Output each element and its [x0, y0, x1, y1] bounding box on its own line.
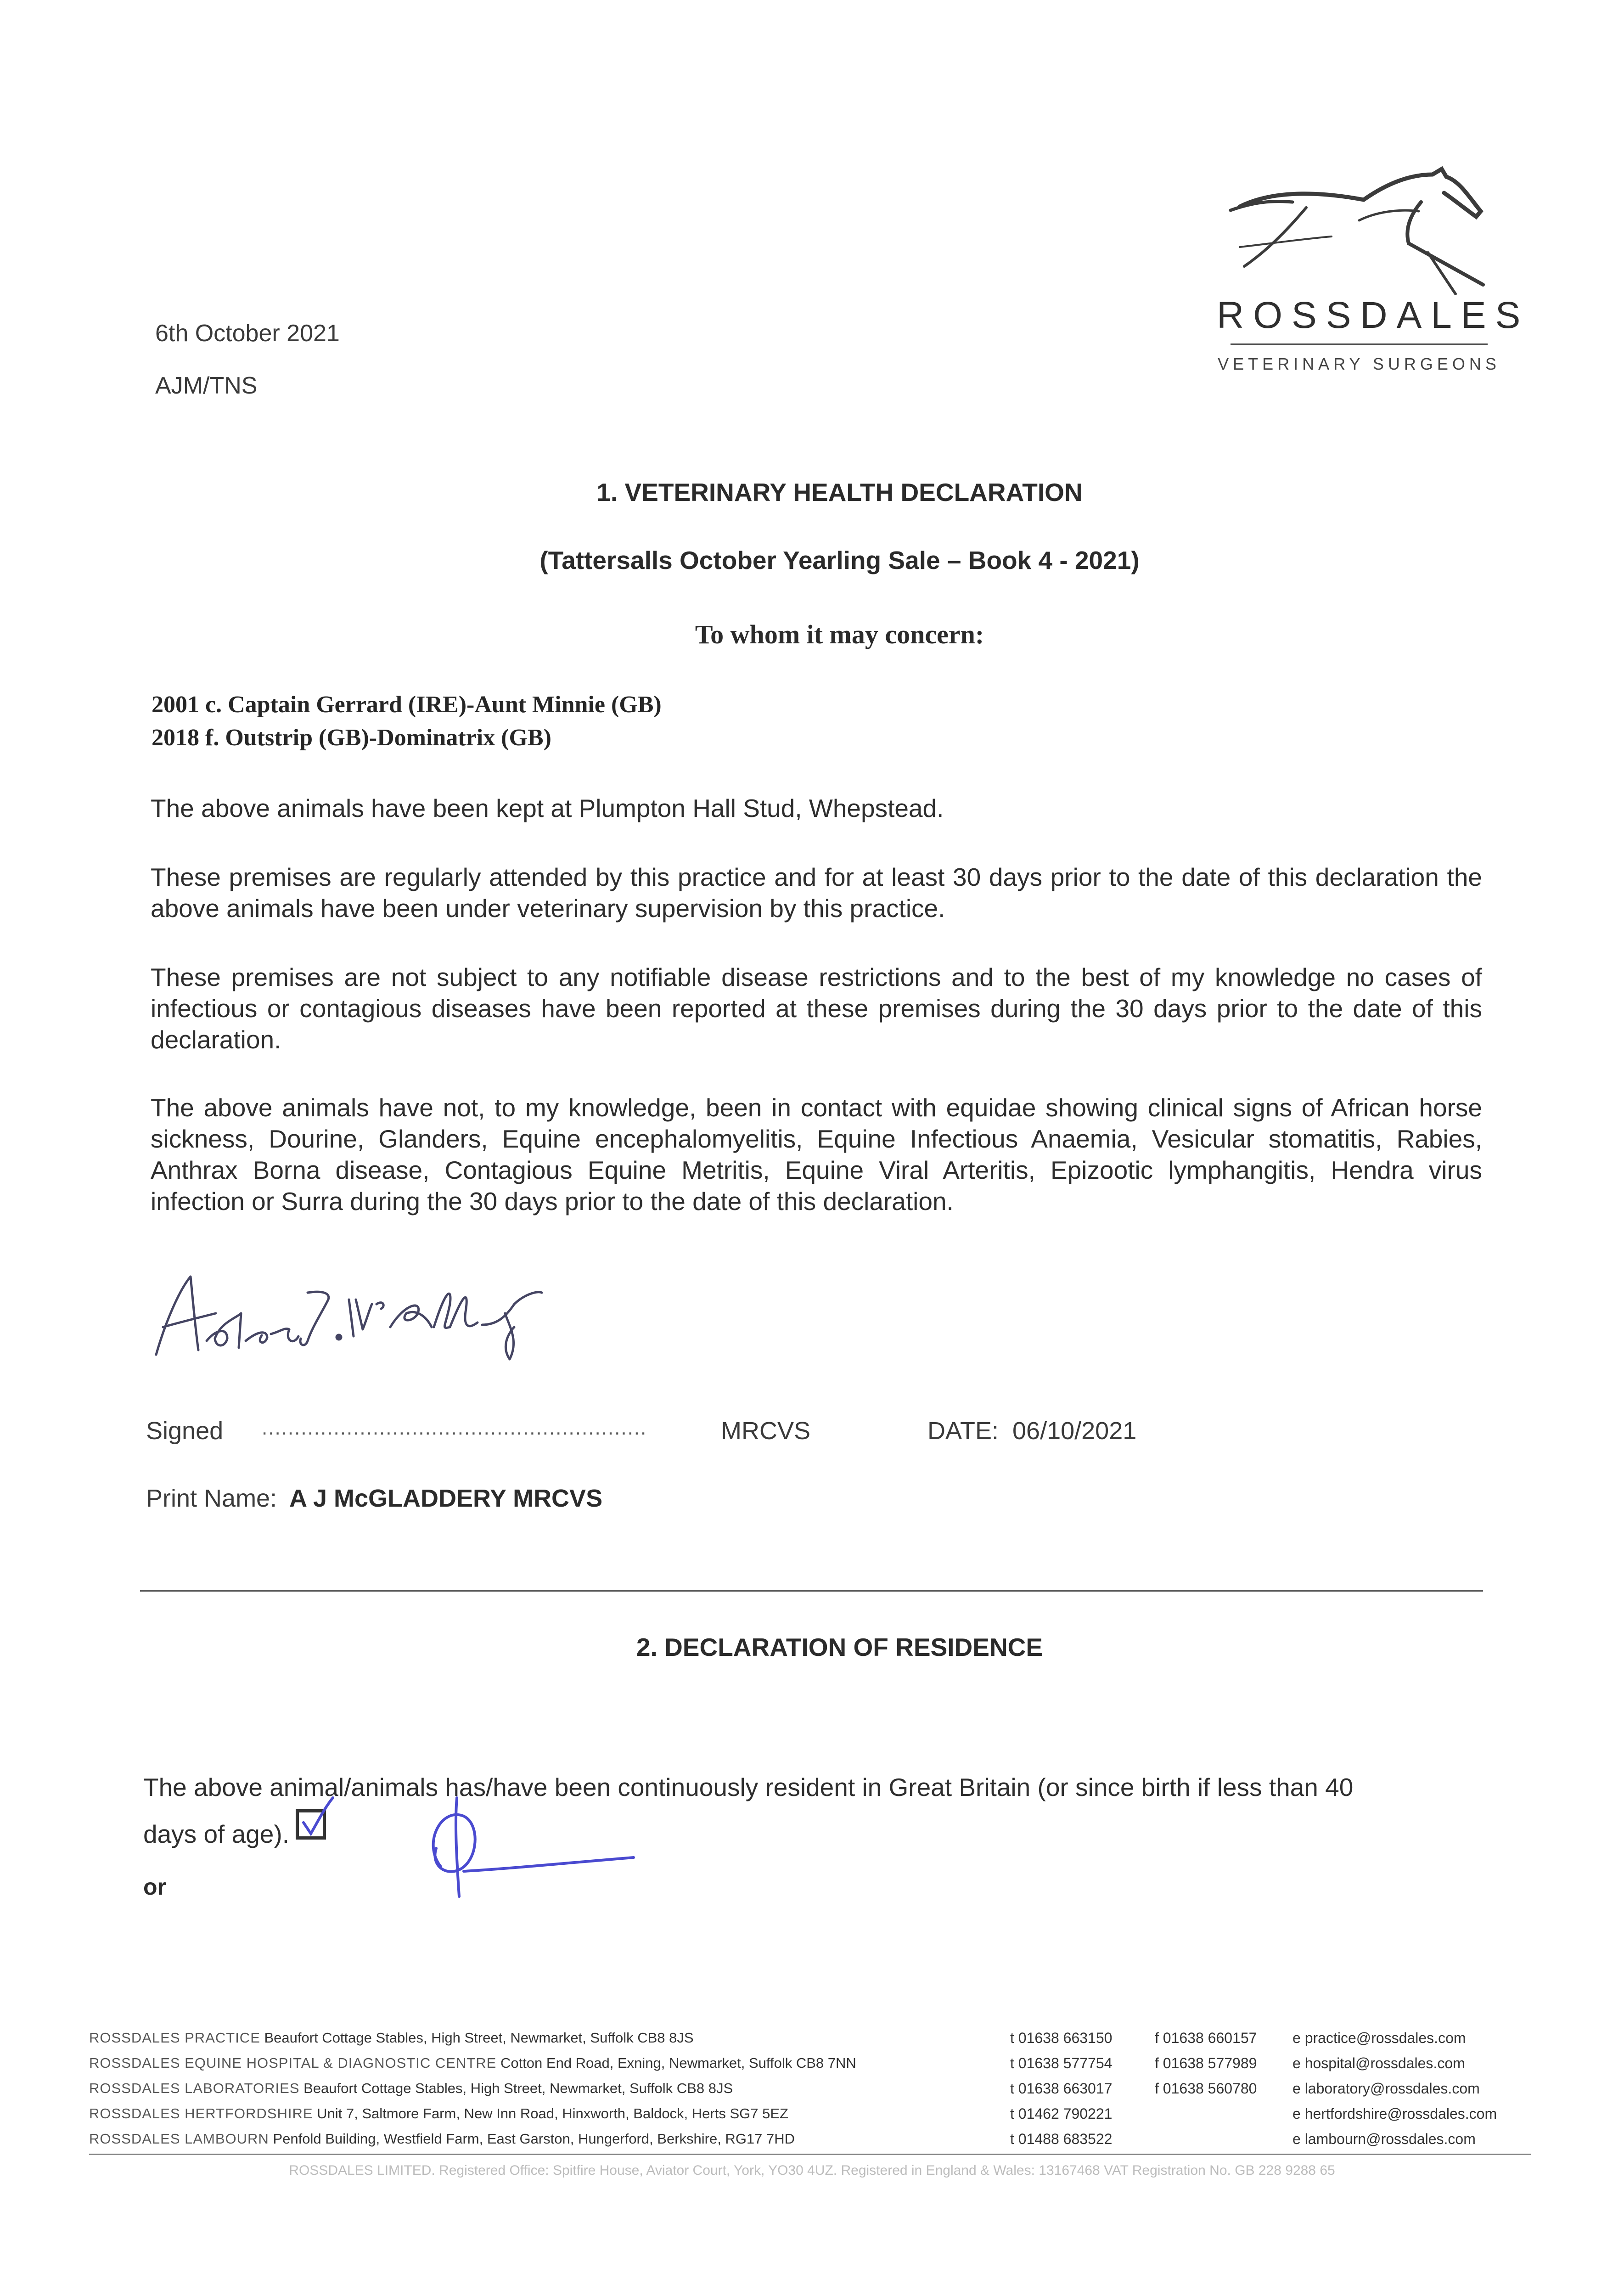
signature-suffix: MRCVS: [721, 1417, 811, 1445]
date-value: 06/10/2021: [1012, 1417, 1137, 1445]
office-tel: t 01488 683522: [1010, 2131, 1113, 2147]
office-address: Unit 7, Saltmore Farm, New Inn Road, Hinxworth, Baldock, Herts SG7 5EZ: [317, 2105, 788, 2122]
footer-office-practice: [89, 2030, 694, 2046]
office-address: Penfold Building, Westfield Farm, East Garston, Hungerford, Berkshire, RG17 7HD: [273, 2131, 795, 2147]
office-tel: t 01638 577754: [1010, 2055, 1113, 2071]
date-label: DATE:: [927, 1417, 999, 1445]
handwritten-signature: [147, 1249, 560, 1368]
office-address: Beaufort Cottage Stables, High Street, Newmarket, Suffolk CB8 8JS: [264, 2030, 694, 2046]
rossdales-logo: [1212, 156, 1530, 381]
office-tel: t 01638 663017: [1010, 2080, 1113, 2097]
signature-dotted-line: ...........................................................: [262, 1417, 647, 1439]
print-name-label: Print Name:: [146, 1485, 277, 1512]
logo-name: ROSSDALES: [1217, 294, 1530, 336]
footer-office-hertfordshire: [89, 2105, 788, 2122]
signed-label: Signed: [146, 1417, 224, 1445]
initials-mark: [413, 1789, 643, 1908]
office-email: e hospital@rossdales.com: [1292, 2055, 1465, 2071]
office-address: Beaufort Cottage Stables, High Street, Newmarket, Suffolk CB8 8JS: [303, 2080, 733, 2096]
company-registration: ROSSDALES LIMITED. Registered Office: Spitfire House, Aviator Court, York, YO30 4UZ. Registered in England & Wales: 13167468 VAT Registration No. GB 228 9288 65: [289, 2163, 1335, 2178]
paragraph-disease-restrictions: These premises are not subject to any notifiable disease restrictions and to the best of my knowledge no cases of infectious or contagious diseases have been reported at these premises during the 30 days prior to the date of this declaration.: [151, 963, 1482, 1054]
office-label: ROSSDALES HERTFORDSHIRE: [89, 2105, 313, 2122]
office-fax: f 01638 560780: [1155, 2080, 1257, 2097]
section2-title: 2. DECLARATION OF RESIDENCE: [636, 1633, 1043, 1661]
section1-title: 1. VETERINARY HEALTH DECLARATION: [596, 478, 1083, 506]
check-mark-icon: [297, 1794, 338, 1840]
office-label: ROSSDALES LAMBOURN: [89, 2131, 269, 2147]
print-name-value: A J McGLADDERY MRCVS: [289, 1485, 603, 1512]
paragraph-supervision: These premises are regularly attended by this practice and for at least 30 days prior to the date of this declaration the above animals have been under veterinary supervision by this practice.: [151, 863, 1482, 923]
office-email: e practice@rossdales.com: [1292, 2030, 1466, 2046]
office-email: e lambourn@rossdales.com: [1292, 2131, 1476, 2147]
logo-rule: [1231, 343, 1488, 345]
office-tel: t 01462 790221: [1010, 2105, 1113, 2122]
office-label: ROSSDALES PRACTICE: [89, 2030, 260, 2046]
residence-statement-line2: days of age).: [143, 1820, 289, 1848]
residence-statement-line1: The above animal/animals has/have been continuously resident in Great Britain (or since birth if less than 40: [143, 1773, 1354, 1801]
office-fax: f 01638 577989: [1155, 2055, 1257, 2071]
paragraph-contact: The above animals have not, to my knowledge, been in contact with equidae showing clinical signs of African horse sickness, Dourine, Glanders, Equine encephalomyelitis, Equine Infectious Anaemia, Vesicular stomatitis, Rabies, Anthrax Borna disease, Contagious Equine Metritis, Equine Viral Arteritis, Epizootic lymphangitis, Hendra virus infection or Surra during the 30 days prior to the date of this declaration.: [151, 1093, 1482, 1216]
section1-subtitle: (Tattersalls October Yearling Sale – Book 4 - 2021): [539, 546, 1140, 574]
galloping-horse-icon: [1212, 156, 1501, 312]
footer-office-lambourn: [89, 2131, 795, 2147]
office-fax: f 01638 660157: [1155, 2030, 1257, 2046]
document-date: 6th October 2021: [155, 320, 340, 347]
residence-checkbox[interactable]: [296, 1809, 326, 1840]
office-email: e laboratory@rossdales.com: [1292, 2080, 1480, 2097]
office-label: ROSSDALES LABORATORIES: [89, 2080, 300, 2096]
animal-1: 2001 c. Captain Gerrard (IRE)-Aunt Minnie (GB): [152, 692, 662, 718]
footer-office-laboratories: [89, 2080, 733, 2097]
salutation: To whom it may concern:: [695, 619, 984, 649]
office-tel: t 01638 663150: [1010, 2030, 1113, 2046]
logo-tagline: VETERINARY SURGEONS: [1218, 355, 1500, 373]
footer-rule: [89, 2154, 1531, 2155]
or-label: or: [143, 1874, 166, 1900]
office-email: e hertfordshire@rossdales.com: [1292, 2105, 1497, 2122]
office-address: Cotton End Road, Exning, Newmarket, Suffolk CB8 7NN: [500, 2055, 856, 2071]
office-label: ROSSDALES EQUINE HOSPITAL & DIAGNOSTIC CENTRE: [89, 2055, 497, 2071]
section-divider: [140, 1590, 1483, 1592]
document-reference: AJM/TNS: [155, 372, 258, 399]
footer-office-hospital: [89, 2055, 856, 2071]
animal-2: 2018 f. Outstrip (GB)-Dominatrix (GB): [152, 725, 551, 751]
paragraph-premises: The above animals have been kept at Plumpton Hall Stud, Whepstead.: [151, 794, 944, 822]
